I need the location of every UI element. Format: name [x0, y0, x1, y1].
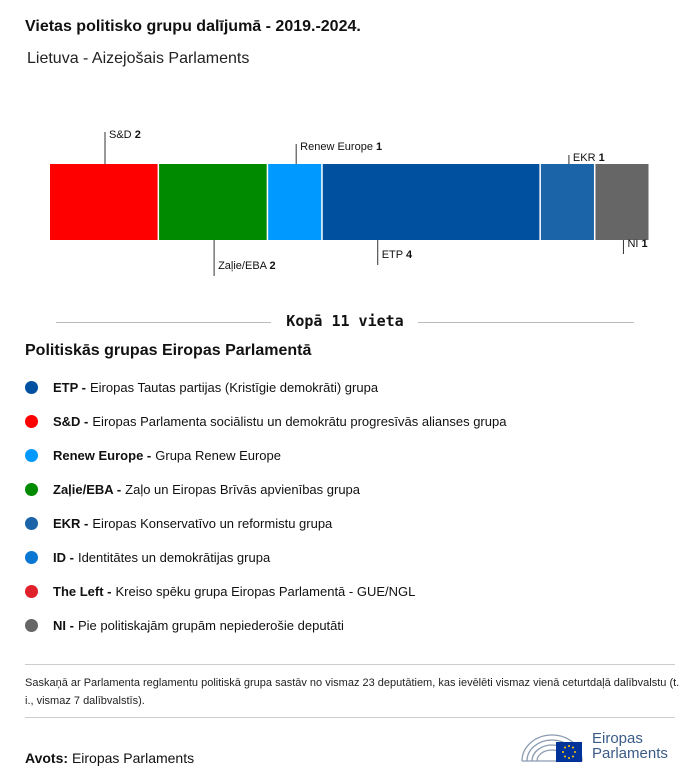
- footnote: Saskaņā ar Parlamenta reglamentu politiskā grupa sastāv no vismaz 23 deputātiem, kas ievēlēti vismaz vienā ceturtdaļā dalībvalstu (t. i., vismaz 7 dalībvalstīs).: [25, 677, 680, 707]
- parliament-hemicycle-icon: [520, 728, 586, 764]
- legend-dot-icon: [25, 551, 38, 564]
- legend-abbr: Renew Europe -: [53, 447, 152, 463]
- legend-item: [25, 506, 685, 540]
- data-label: [627, 238, 647, 250]
- data-label-value: 2: [134, 129, 141, 141]
- legend-abbr: The Left -: [53, 583, 112, 599]
- source: [25, 750, 194, 766]
- logo-line2: Parlaments: [592, 745, 668, 762]
- data-label-value: 1: [376, 141, 383, 153]
- data-label-value: 4: [405, 249, 413, 261]
- data-label: [109, 129, 141, 141]
- bar-segment: [159, 164, 267, 240]
- bar-segment: [50, 164, 158, 240]
- data-label-name: EKR: [572, 152, 599, 164]
- source-label: Avots:: [25, 750, 69, 766]
- legend-item: [25, 472, 685, 506]
- data-label-name: S&D: [109, 129, 135, 141]
- chart-subtitle: Lietuva - Aizejošais Parlaments: [27, 50, 250, 67]
- data-label: [300, 141, 382, 153]
- legend-item: [25, 608, 685, 642]
- bar-segment: [595, 164, 648, 240]
- logo-line1: Eiropas: [592, 730, 643, 747]
- bar-segment: [323, 164, 540, 240]
- legend-dot-icon: [25, 517, 38, 530]
- legend-desc: Eiropas Tautas partijas (Kristīgie demokrāti) grupa: [90, 379, 379, 395]
- legend-title: Politiskās grupas Eiropas Parlamentā: [25, 342, 312, 359]
- legend-item: [25, 370, 685, 404]
- legend-desc: Eiropas Konservatīvo un reformistu grupa: [92, 515, 333, 531]
- source-value: Eiropas Parlaments: [71, 750, 195, 766]
- legend-desc: Grupa Renew Europe: [155, 447, 281, 463]
- legend-desc: Eiropas Parlamenta sociālistu un demokrātu progresīvās alianses grupa: [92, 413, 507, 429]
- legend-abbr: S&D -: [53, 413, 89, 429]
- data-label-name: ETP: [381, 249, 406, 261]
- legend-item: [25, 404, 685, 438]
- legend-abbr: EKR -: [53, 515, 89, 531]
- note-divider-top: [25, 664, 675, 665]
- data-label-value: 1: [598, 152, 605, 164]
- note-divider-bottom: [25, 717, 675, 718]
- legend-abbr: NI -: [53, 617, 74, 633]
- data-label: [382, 249, 413, 261]
- legend-dot-icon: [25, 381, 38, 394]
- legend-desc: Kreiso spēku grupa Eiropas Parlamentā - GUE/NGL: [115, 583, 416, 599]
- legend-dot-icon: [25, 449, 38, 462]
- chart-title: Vietas politisko grupu dalījumā - 2019.-2024.: [25, 18, 361, 35]
- legend-item: [25, 574, 685, 608]
- legend-desc: Zaļo un Eiropas Brīvās apvienības grupa: [125, 481, 361, 497]
- data-label: [218, 260, 275, 272]
- data-label-value: 1: [641, 238, 648, 250]
- stacked-bar-chart: [0, 120, 700, 290]
- legend: [25, 370, 685, 642]
- legend-desc: Identitātes un demokrātijas grupa: [77, 549, 271, 565]
- total-row: [56, 312, 634, 332]
- data-label-name: Renew Europe: [300, 141, 377, 153]
- legend-item: [25, 540, 685, 574]
- legend-item: [25, 438, 685, 472]
- data-label-value: 2: [269, 260, 276, 272]
- bar-segment: [541, 164, 594, 240]
- legend-abbr: ETP -: [53, 379, 86, 395]
- legend-dot-icon: [25, 585, 38, 598]
- bar-segment: [268, 164, 321, 240]
- legend-abbr: Zaļie/EBA -: [53, 481, 122, 497]
- data-label-name: NI: [627, 238, 642, 250]
- legend-dot-icon: [25, 619, 38, 632]
- ep-logo: [520, 728, 668, 764]
- total-seats-label: Kopā 11 vieta: [274, 312, 415, 330]
- legend-dot-icon: [25, 483, 38, 496]
- legend-abbr: ID -: [53, 549, 74, 565]
- data-label-name: Zaļie/EBA: [218, 260, 270, 272]
- legend-dot-icon: [25, 415, 38, 428]
- legend-desc: Pie politiskajām grupām nepiederošie deputāti: [77, 617, 344, 633]
- data-label: [573, 152, 605, 164]
